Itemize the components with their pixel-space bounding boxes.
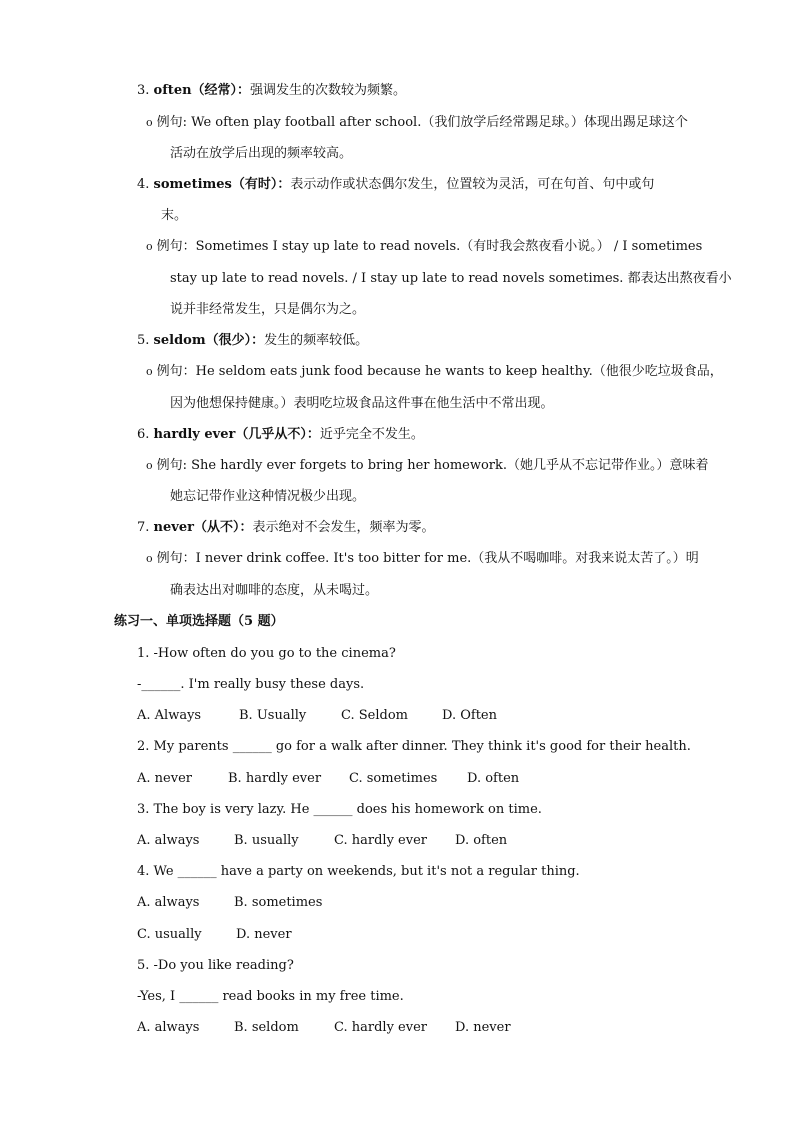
term-description: 表示绝对不会发生，频率为零。: [252, 520, 435, 535]
option-d[interactable]: D. Often: [442, 708, 497, 723]
bullet-icon: o: [146, 365, 153, 378]
item-number: 5.: [137, 333, 150, 348]
option-d[interactable]: D. never: [455, 1020, 511, 1035]
question-5-stem: 5. -Do you like reading?: [137, 958, 294, 973]
option-a[interactable]: A. always: [137, 895, 200, 910]
option-d[interactable]: D. often: [455, 833, 508, 848]
example-text: 例句：Sometimes I stay up late to read novels.（有时我会熬夜看小说。） / I sometimes: [156, 239, 703, 254]
option-c[interactable]: C. Seldom: [341, 708, 408, 723]
option-b[interactable]: B. hardly ever: [228, 771, 322, 786]
item-never-heading: [137, 519, 434, 537]
example-hardly-ever-line2: 她忘记带作业这种情况极少出现。: [170, 489, 366, 504]
bullet-icon: o: [146, 552, 153, 565]
item-seldom-heading: [137, 332, 368, 350]
question-4-stem: 4. We ______ have a party on weekends, but it's not a regular thing.: [137, 864, 580, 879]
option-b[interactable]: B. seldom: [234, 1020, 299, 1035]
term-seldom: seldom（很少）：: [153, 333, 265, 348]
term-hardly-ever: hardly ever（几乎从不）：: [153, 427, 320, 442]
example-text: 例句：I never drink coffee. It's too bitter for me.（我从不喝咖啡。对我来说太苦了。）明: [156, 551, 699, 566]
question-1-stem: 1. -How often do you go to the cinema?: [137, 646, 396, 661]
option-d[interactable]: D. never: [236, 927, 292, 942]
term-never: never（从不）：: [153, 520, 253, 535]
example-seldom-line2: 因为他想保持健康。）表明吃垃圾食品这件事在他生活中不常出现。: [170, 396, 554, 411]
example-never-line2: 确表达出对咖啡的态度，从未喝过。: [170, 583, 379, 598]
bullet-icon: o: [146, 240, 153, 253]
option-a[interactable]: A. always: [137, 1020, 200, 1035]
option-a[interactable]: A. Always: [137, 708, 202, 723]
example-text: 例句：He seldom eats junk food because he wants to keep healthy.（他很少吃垃圾食品，: [156, 364, 723, 379]
option-b[interactable]: B. usually: [234, 833, 299, 848]
term-description: 表示动作或状态偶尔发生，位置较为灵活，可在句首、句中或句: [290, 177, 655, 192]
bullet-icon: o: [146, 116, 153, 129]
question-2-stem: 2. My parents ______ go for a walk after dinner. They think it's good for their health.: [137, 739, 691, 754]
exercise-heading: 练习一、单项选择题（5 题）: [114, 614, 284, 629]
option-b[interactable]: B. Usually: [239, 708, 307, 723]
question-3-stem: 3. The boy is very lazy. He ______ does his homework on time.: [137, 802, 542, 817]
item-hardly-ever-heading: [137, 426, 424, 444]
option-c[interactable]: C. hardly ever: [334, 1020, 427, 1035]
example-often-line2: 活动在放学后出现的频率较高。: [170, 146, 353, 161]
example-often-line1: [146, 114, 688, 132]
option-c[interactable]: C. usually: [137, 927, 202, 942]
item-number: 6.: [137, 427, 150, 442]
bullet-icon: o: [146, 459, 153, 472]
option-c[interactable]: C. sometimes: [349, 771, 438, 786]
example-sometimes-line3: 说并非经常发生，只是偶尔为之。: [170, 302, 366, 317]
item-number: 3.: [137, 83, 150, 98]
term-description: 近乎完全不发生。: [319, 427, 424, 442]
item-sometimes-desc-cont: 末。: [161, 208, 188, 223]
example-seldom-line1: [146, 363, 723, 381]
example-sometimes-line1: [146, 238, 702, 256]
term-often: often（经常）：: [153, 83, 251, 98]
example-text: 例句: She hardly ever forgets to bring her homework.（她几乎从不忘记带作业。）意味着: [156, 458, 709, 473]
example-hardly-ever-line1: [146, 457, 709, 475]
item-number: 7.: [137, 520, 150, 535]
option-c[interactable]: C. hardly ever: [334, 833, 427, 848]
question-1-stem-cont: -______. I'm really busy these days.: [137, 677, 365, 692]
option-a[interactable]: A. always: [137, 833, 200, 848]
option-b[interactable]: B. sometimes: [234, 895, 323, 910]
option-d[interactable]: D. often: [467, 771, 520, 786]
term-description: 发生的频率较低。: [264, 333, 369, 348]
item-often-heading: [137, 82, 406, 100]
example-never-line1: [146, 550, 699, 568]
item-sometimes-heading: [137, 176, 654, 194]
question-5-stem-cont: -Yes, I ______ read books in my free time.: [137, 989, 404, 1004]
item-number: 4.: [137, 177, 150, 192]
example-text: 例句: We often play football after school.（我们放学后经常踢足球。）体现出踢足球这个: [156, 115, 688, 130]
example-sometimes-line2: stay up late to read novels. / I stay up late to read novels sometimes. 都表达出熬夜看小: [170, 271, 732, 286]
option-a[interactable]: A. never: [137, 771, 192, 786]
term-sometimes: sometimes（有时）：: [153, 177, 291, 192]
term-description: 强调发生的次数较为频繁。: [250, 83, 407, 98]
